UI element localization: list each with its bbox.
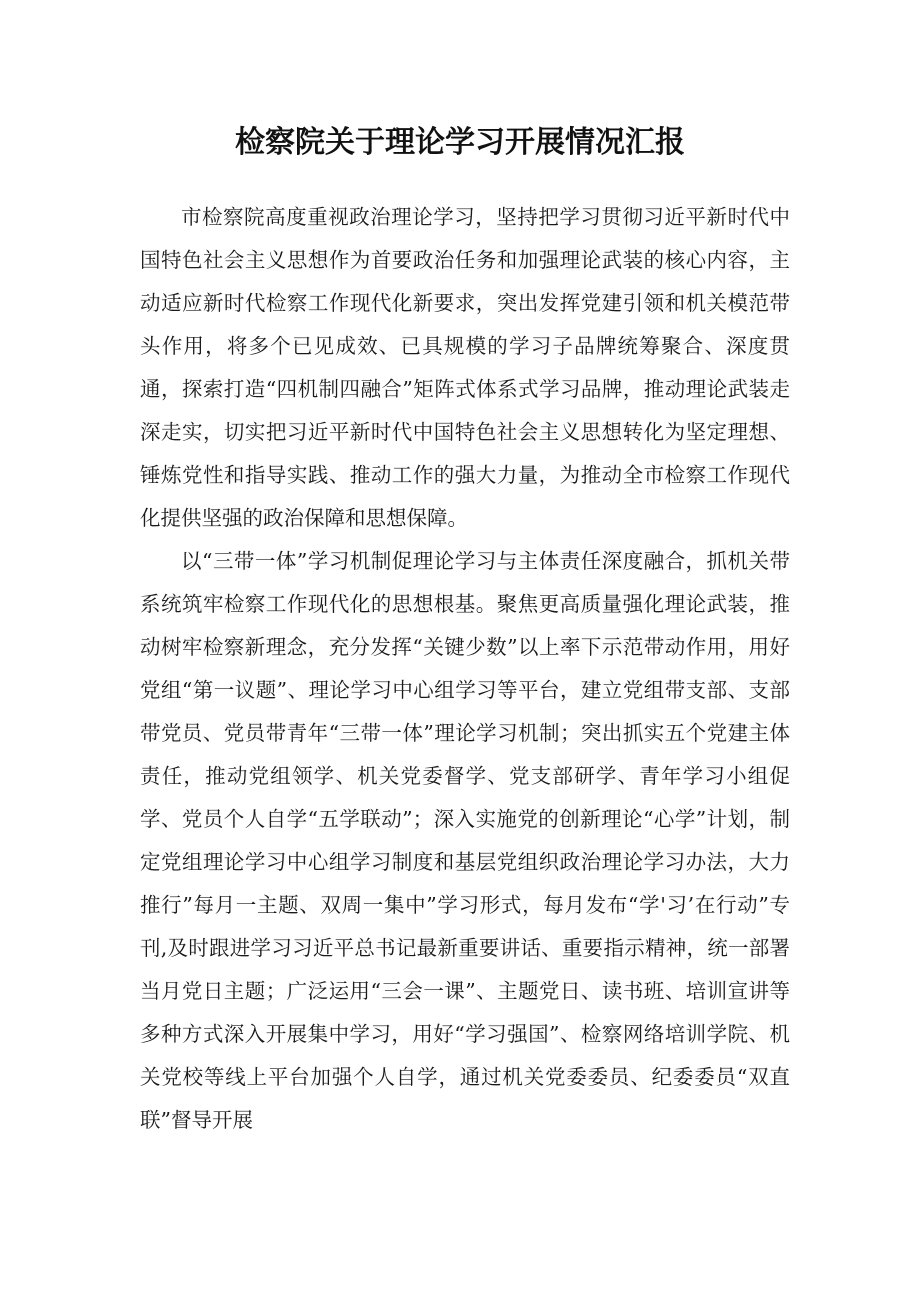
document-title: 检察院关于理论学习开展情况汇报 [235, 125, 685, 160]
paragraph-1: 市检察院高度重视政治理论学习，坚持把学习贯彻习近平新时代中国特色社会主义思想作为首要政治任务和加强理论武装的核心内容，主动适应新时代检察工作现代化新要求，突出发挥党建引领和机关模范带头作用，将多个已见成效、已具规模的学习子品牌统筹聚合、深度贯通，探索打造“四机制四融合”矩阵式体系式学习品牌，推动理论武装走深走实，切实把习近平新时代中国特色社会主义思想转化为坚定理想、锤炼党性和指导实践、推动工作的强大力量，为推动全市检察工作现代化提供坚强的政治保障和思想保障。 [140, 205, 790, 530]
document-body [140, 196, 790, 1142]
paragraph-2: 以“三带一体”学习机制促理论学习与主体责任深度融合，抓机关带系统筑牢检察工作现代化的思想根基。聚焦更高质量强化理论武装，推动树牢检察新理念，充分发挥“关键少数”以上率下示范带动作用，用好党组“第一议题”、理论学习中心组学习等平台，建立党组带支部、支部带党员、党员带青年“三带一体”理论学习机制；突出抓实五个党建主体责任，推动党组领学、机关党委督学、党支部研学、青年学习小组促学、党员个人自学“五学联动”；深入实施党的创新理论“心学”计划，制定党组理论学习中心组学习制度和基层党组织政治理论学习办法，大力推行”每月一主题、双周一集中”学习形式，每月发布“学'习’在行动”专刊,及时跟进学习习近平总书记最新重要讲话、重要指示精神，统一部署当月党日主题；广泛运用“三会一课”、主题党日、读书班、培训宣讲等多种方式深入开展集中学习，用好“学习强国”、检察网络培训学院、机关党校等线上平台加强个人自学，通过机关党委委员、纪委委员“双直联”督导开展 [140, 549, 790, 1132]
